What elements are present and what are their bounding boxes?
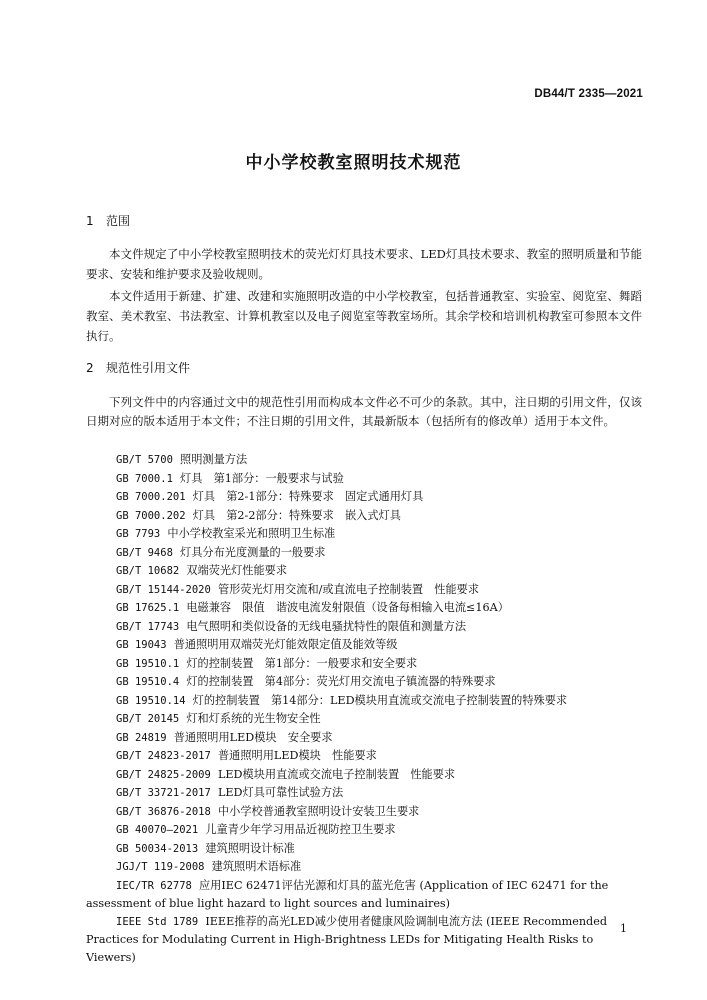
section-1-heading	[86, 212, 130, 229]
section-2-number: 2	[86, 361, 94, 375]
reference-item	[86, 913, 642, 967]
reference-item	[86, 803, 642, 822]
reference-item	[86, 525, 642, 544]
reference-title: 建筑照明设计标准	[205, 841, 295, 855]
reference-item	[86, 840, 642, 859]
reference-code: GB/T 5700	[116, 454, 173, 466]
section-2-heading	[86, 359, 190, 376]
reference-title: 双端荧光灯性能要求	[186, 564, 288, 577]
reference-code: GB 17625.1	[116, 602, 180, 614]
reference-title: 灯的控制装置 第4部分：荧光灯用交流电子镇流器的特殊要求	[186, 675, 496, 688]
reference-title: 灯具 第2-2部分：特殊要求 嵌入式灯具	[192, 508, 401, 522]
reference-code: IEEE Std 1789	[116, 915, 199, 928]
reference-code: GB 7000.202	[116, 509, 186, 522]
reference-item	[86, 655, 642, 674]
reference-code: GB/T 9468	[116, 546, 173, 559]
reference-item	[86, 877, 642, 913]
reference-title: 电气照明和类似设备的无线电骚扰特性的限值和测量方法	[186, 619, 467, 633]
references-intro: 下列文件中的内容通过文中的规范性引用而构成本文件必不可少的条款。其中，注日期的引用文件，仅该日期对应的版本适用于本文件；不注日期的引用文件，其最新版本（包括所有的修改单）适用于本文件。	[86, 395, 642, 428]
reference-title: 应用IEC 62471评估光源和灯具的蓝光危害 (Application of IEC 62471 for the assessment of blue light hazard to light sources and luminaires)	[86, 878, 609, 910]
reference-title: 中小学校教室采光和照明卫生标准	[167, 527, 336, 540]
reference-title: 灯具 第2-1部分：特殊要求 固定式通用灯具	[192, 490, 424, 503]
reference-code: GB/T 17743	[116, 620, 180, 633]
reference-title: 灯具分布光度测量的一般要求	[180, 545, 326, 559]
reference-title: 建筑照明术语标准	[211, 860, 302, 873]
reference-code: GB/T 20145	[116, 713, 180, 725]
reference-title: 普通照明用LED模块 安全要求	[173, 730, 333, 744]
reference-code: GB 40070—2021	[116, 824, 199, 836]
reference-code: GB 50034-2013	[116, 842, 199, 855]
reference-item	[86, 784, 642, 803]
section-1-number: 1	[86, 214, 94, 228]
reference-item	[86, 599, 642, 618]
reference-title: 管形荧光灯用交流和/或直流电子控制装置 性能要求	[217, 582, 480, 596]
reference-title: LED模块用直流或交流电子控制装置 性能要求	[217, 767, 456, 781]
page-number: 1	[620, 922, 627, 935]
reference-code: GB/T 10682	[116, 565, 180, 577]
reference-code: GB 19510.1	[116, 657, 180, 670]
reference-code: GB 19510.4	[116, 676, 180, 688]
section-1-title: 范围	[106, 214, 131, 228]
reference-item	[86, 488, 642, 507]
reference-code: GB 7000.201	[116, 491, 186, 503]
reference-title: 灯的控制装置 第1部分：一般要求和安全要求	[186, 656, 418, 670]
document-title: 中小学校教室照明技术规范	[245, 153, 462, 173]
reference-title: 灯的控制装置 第14部分：LED模块用直流或交流电子控制装置的特殊要求	[192, 693, 568, 707]
reference-code: GB/T 15144-2020	[116, 583, 211, 596]
reference-item	[86, 729, 642, 748]
reference-code: GB 19510.14	[116, 694, 186, 707]
reference-item	[86, 618, 642, 637]
reference-code: JGJ/T 119-2008	[116, 861, 205, 873]
reference-item	[86, 858, 642, 877]
reference-item	[86, 562, 642, 581]
reference-item	[86, 766, 642, 785]
reference-item	[86, 451, 642, 470]
reference-title: 中小学校普通教室照明设计安装卫生要求	[217, 804, 420, 818]
section-2-title: 规范性引用文件	[106, 361, 191, 375]
reference-title: LED灯具可靠性试验方法	[217, 786, 344, 799]
reference-title: 灯和灯系统的光生物安全性	[186, 712, 321, 725]
reference-list	[86, 451, 642, 966]
reference-title: 儿童青少年学习用品近视防控卫生要求	[205, 823, 396, 836]
reference-item	[86, 544, 642, 563]
reference-code: IEC/TR 62778	[116, 879, 192, 892]
reference-code: GB 24819	[116, 731, 167, 744]
reference-title: 灯具 第1部分：一般要求与试验	[180, 471, 344, 485]
reference-title: 照明测量方法	[180, 453, 248, 466]
reference-title: 普通照明用双端荧光灯能效限定值及能效等级	[173, 638, 398, 651]
reference-item	[86, 507, 642, 526]
reference-title: 电磁兼容 限值 谐波电流发射限值（设备每相输入电流≤16A）	[186, 601, 509, 614]
scope-paragraph-2: 本文件适用于新建、扩建、改建和实施照明改造的中小学校教室，包括普通教室、实验室、阅览室、舞蹈教室、美术教室、书法教室、计算机教室以及电子阅览室等教室场所。其余学校和培训机构教室可参照本文件执行。	[86, 289, 642, 343]
reference-code: GB 7000.1	[116, 472, 173, 485]
reference-code: GB/T 36876-2018	[116, 805, 211, 818]
reference-item	[86, 470, 642, 489]
reference-code: GB 19043	[116, 639, 167, 651]
reference-item	[86, 581, 642, 600]
reference-item	[86, 747, 642, 766]
reference-title: 普通照明用LED模块 性能要求	[217, 749, 377, 762]
reference-code: GB/T 33721-2017	[116, 787, 211, 799]
reference-item	[86, 636, 642, 655]
reference-code: GB 7793	[116, 528, 161, 540]
reference-item	[86, 710, 642, 729]
reference-item	[86, 692, 642, 711]
reference-item	[86, 673, 642, 692]
reference-item	[86, 821, 642, 840]
reference-code: GB/T 24823-2017	[116, 750, 211, 762]
scope-paragraph-1: 本文件规定了中小学校教室照明技术的荧光灯灯具技术要求、LED灯具技术要求、教室的照明质量和节能要求、安装和维护要求及验收规则。	[86, 247, 642, 281]
reference-title: IEEE推荐的高光LED减少使用者健康风险调制电流方法 (IEEE Recommended Practices for Modulating Current in High-Brightness LEDs for Mitigating Health Risks to Viewers)	[86, 914, 607, 964]
standard-code: DB44/T 2335—2021	[534, 88, 643, 100]
reference-code: GB/T 24825-2009	[116, 768, 211, 781]
